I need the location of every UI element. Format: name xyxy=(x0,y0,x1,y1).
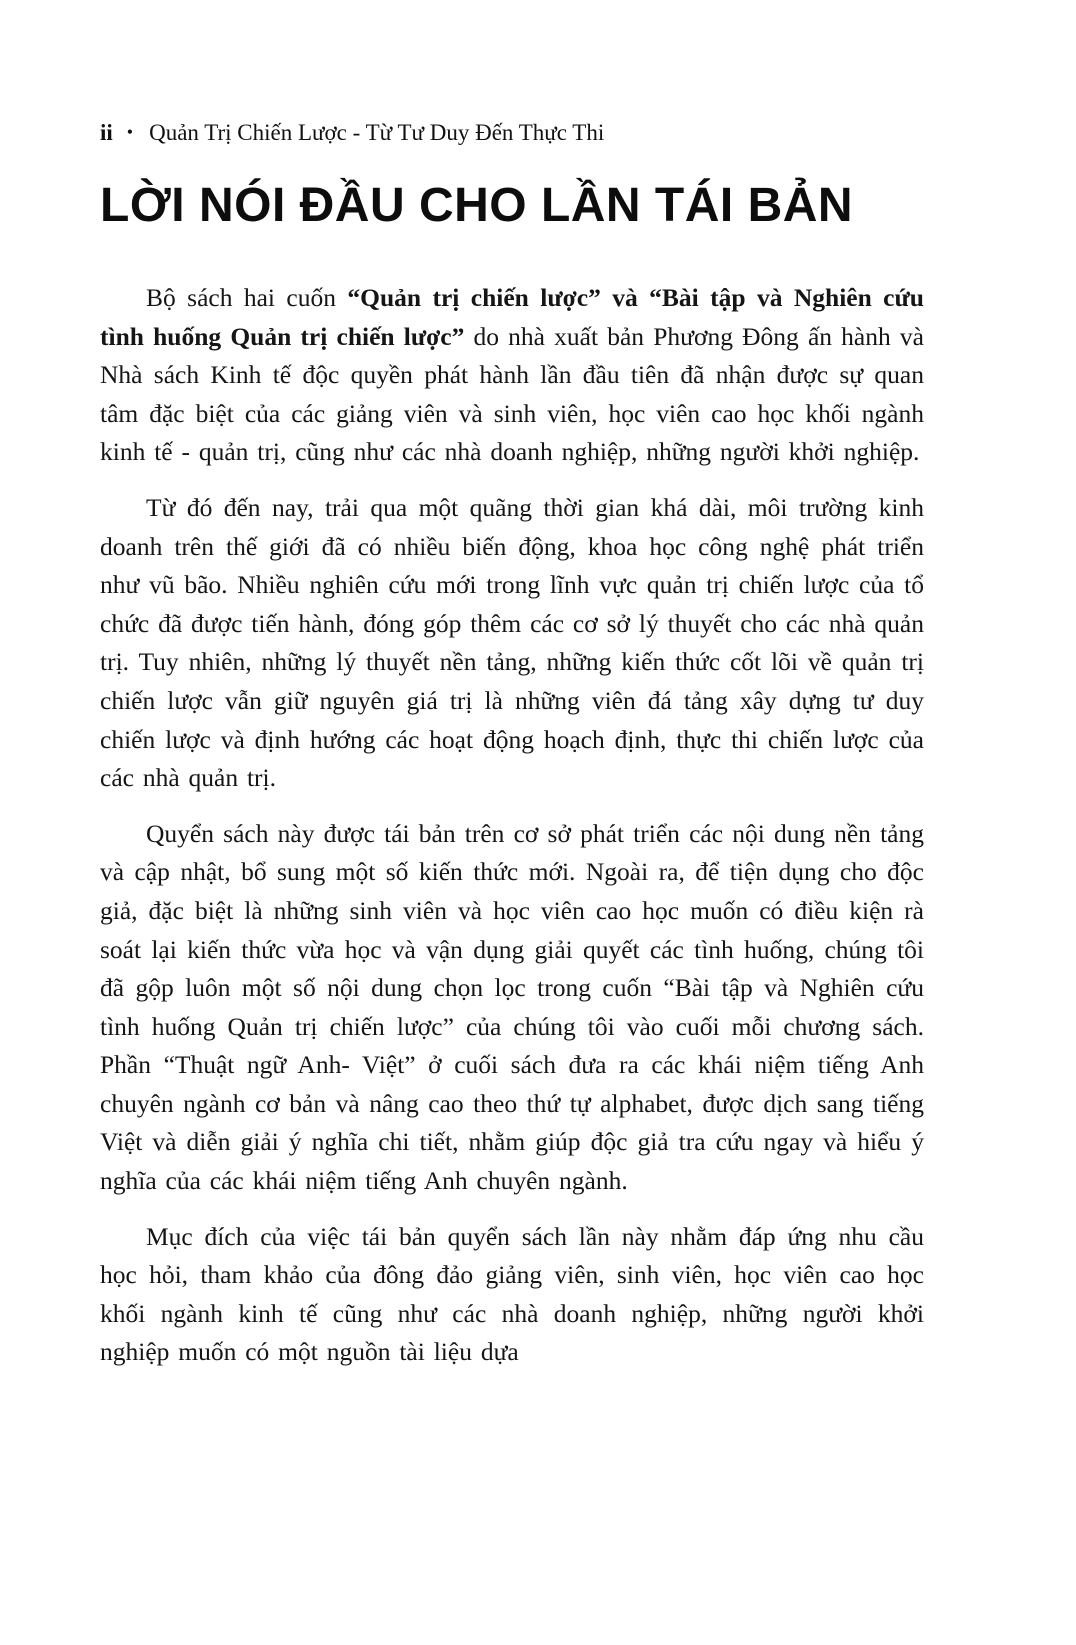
paragraph-1-run-3: do nhà xuất bản Phương Đông ấn hành và Nhà sách Kinh tế độc quyền phát hành lần đầu tiên đã nhận được sự quan tâm đặc biệt của các giảng viên và sinh viên, học viên cao học khối ngành kinh tế - quản trị, cũng như các nhà doanh nghiệp, những người khởi nghiệp. xyxy=(100,321,924,467)
page-number: ii xyxy=(100,120,113,145)
paragraph-1-run-2-bold: “Quản trị chiến lược” và “Bài tập và Nghiên cứu tình huống Quản trị chiến lược” xyxy=(100,283,924,351)
paragraph-4: Mục đích của việc tái bản quyển sách lần này nhằm đáp ứng nhu cầu học hỏi, tham khảo của đông đảo giảng viên, sinh viên, học viên cao học khối ngành kinh tế cũng như các nhà doanh nghiệp, những người khởi nghiệp muốn có một nguồn tài liệu dựa xyxy=(100,1221,924,1367)
preface-title: LỜI NÓI ĐẦU CHO LẦN TÁI BẢN xyxy=(100,179,854,232)
page-header xyxy=(100,118,924,147)
paragraph-1-run-1: Bộ sách hai cuốn xyxy=(146,283,348,312)
header-separator-bullet: • xyxy=(126,122,134,142)
running-book-title: Quản Trị Chiến Lược - Từ Tư Duy Đến Thực Thi xyxy=(149,120,605,145)
preface-body xyxy=(100,279,924,1372)
paragraph-3: Quyển sách này được tái bản trên cơ sở phát triển các nội dung nền tảng và cập nhật, bổ sung một số kiến thức mới. Ngoài ra, để tiện dụng cho độc giả, đặc biệt là những sinh viên và học viên cao học muốn có điều kiện rà soát lại kiến thức vừa học và vận dụng giải quyết các tình huống, chúng tôi đã gộp luôn một số nội dung chọn lọc trong cuốn “Bài tập và Nghiên cứu tình huống Quản trị chiến lược” của chúng tôi vào cuối mỗi chương sách. Phần “Thuật ngữ Anh- Việt” ở cuối sách đưa ra các khái niệm tiếng Anh chuyên ngành cơ bản và nâng cao theo thứ tự alphabet, được dịch sang tiếng Việt và diễn giải ý nghĩa chi tiết, nhằm giúp độc giả tra cứu ngay và hiểu ý nghĩa của các khái niệm tiếng Anh chuyên ngành. xyxy=(100,818,924,1196)
paragraph-2: Từ đó đến nay, trải qua một quãng thời gian khá dài, môi trường kinh doanh trên thế giới đã có nhiều biến động, khoa học công nghệ phát triển như vũ bão. Nhiều nghiên cứu mới trong lĩnh vực quản trị chiến lược của tổ chức đã được tiến hành, đóng góp thêm các cơ sở lý thuyết cho các nhà quản trị. Tuy nhiên, những lý thuyết nền tảng, những kiến thức cốt lõi về quản trị chiến lược vẫn giữ nguyên giá trị là những viên đá tảng xây dựng tư duy chiến lược và định hướng các hoạt động hoạch định, thực thi chiến lược của các nhà quản trị. xyxy=(100,492,924,793)
paragraph-1 xyxy=(100,279,924,472)
